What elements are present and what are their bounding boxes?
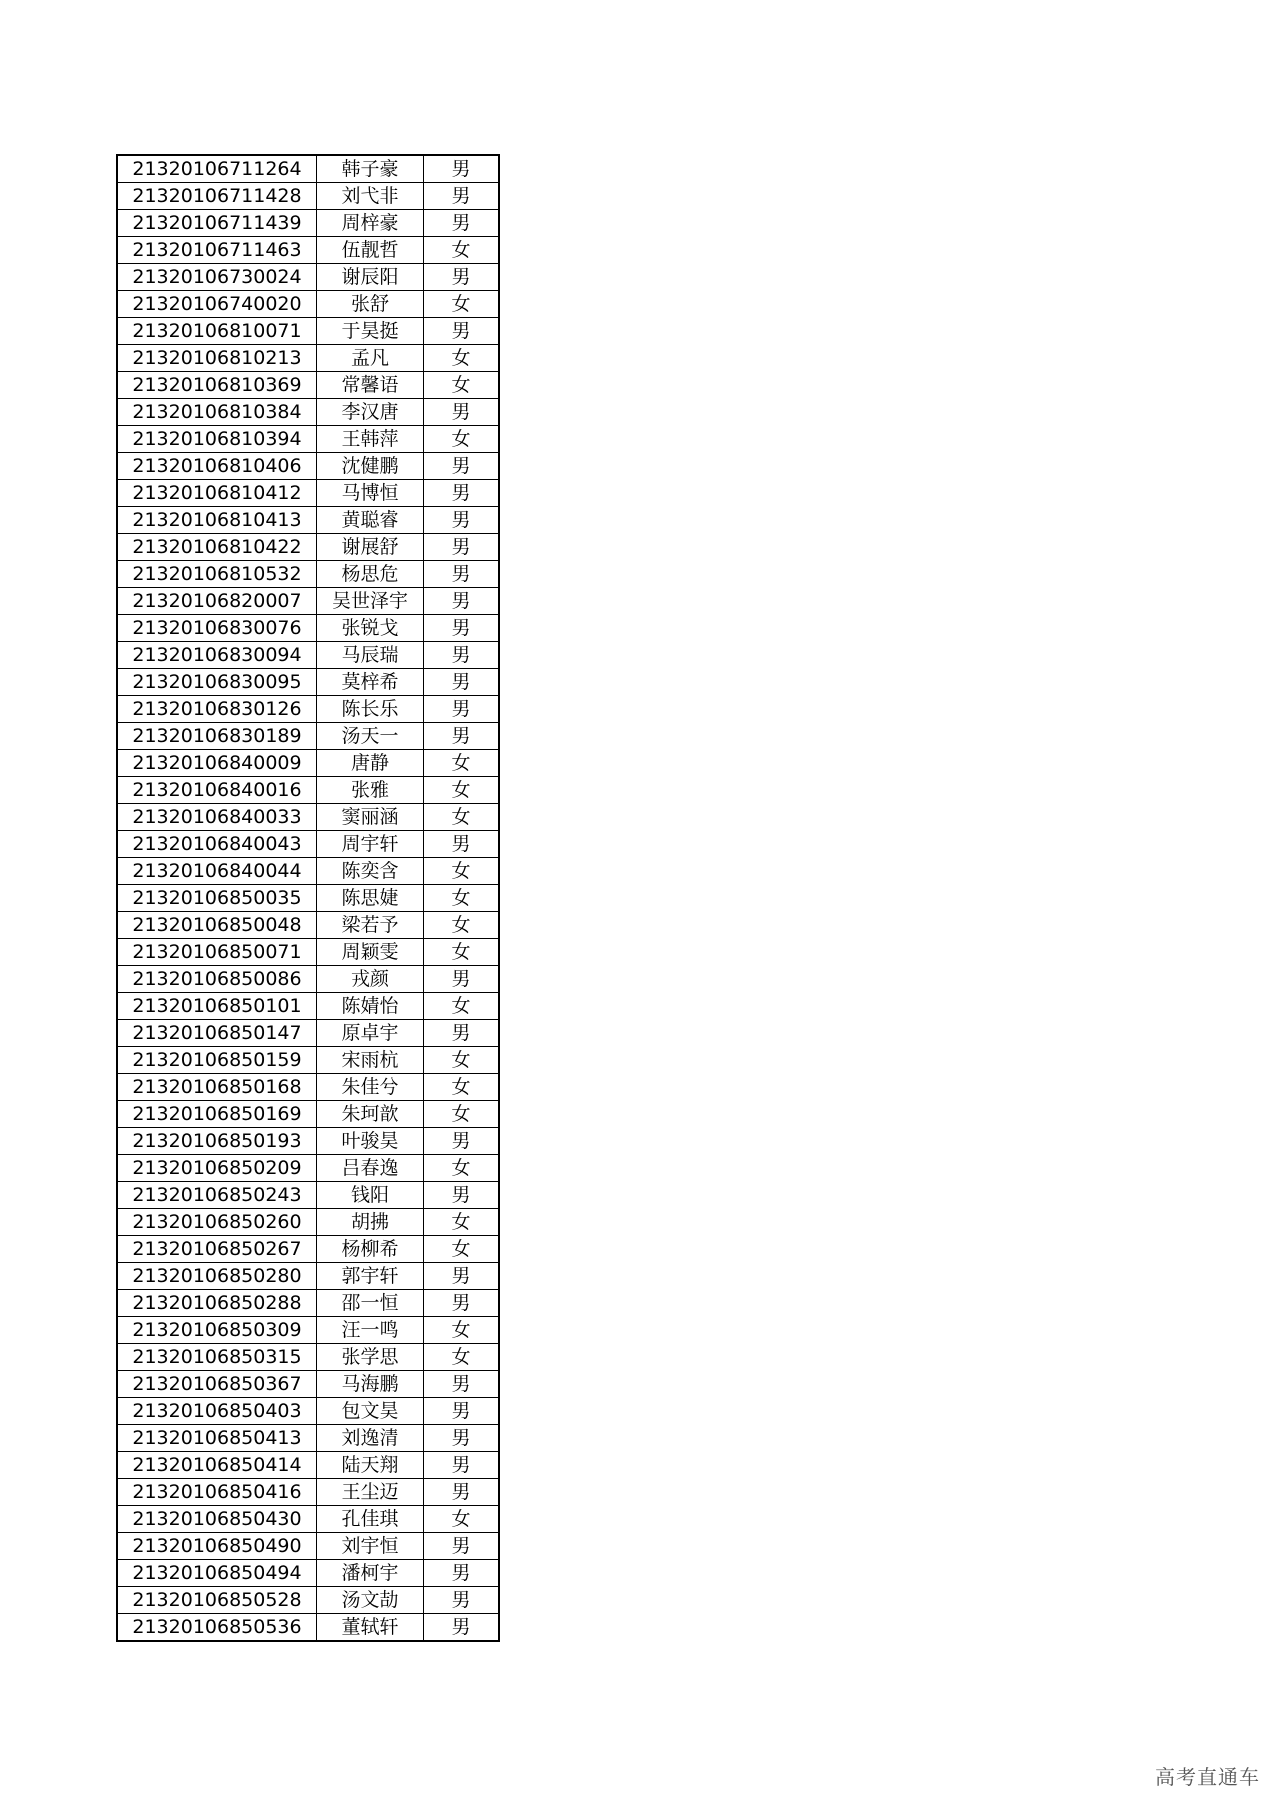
table-row [117,345,499,372]
student-name-cell: 韩子豪 [317,155,424,183]
table-row [117,1128,499,1155]
exam-number-cell: 21320106711428 [117,183,317,210]
student-name-cell: 杨柳希 [317,1236,424,1263]
student-name-cell: 马博恒 [317,480,424,507]
exam-number-cell: 21320106850147 [117,1020,317,1047]
table-row [117,480,499,507]
student-name-cell: 李汉唐 [317,399,424,426]
gender-cell: 男 [424,966,500,993]
exam-number-cell: 21320106850035 [117,885,317,912]
gender-cell: 女 [424,1317,500,1344]
gender-cell: 男 [424,1425,500,1452]
gender-cell: 女 [424,750,500,777]
table-row [117,1101,499,1128]
gender-cell: 女 [424,885,500,912]
student-name-cell: 梁若予 [317,912,424,939]
student-name-cell: 钱阳 [317,1182,424,1209]
table-row [117,210,499,237]
exam-number-cell: 21320106810213 [117,345,317,372]
gender-cell: 男 [424,1614,500,1642]
student-name-cell: 陈婧怡 [317,993,424,1020]
student-name-cell: 谢辰阳 [317,264,424,291]
exam-number-cell: 21320106730024 [117,264,317,291]
gender-cell: 男 [424,1020,500,1047]
exam-number-cell: 21320106740020 [117,291,317,318]
table-row [117,1020,499,1047]
table-row [117,723,499,750]
table-row [117,1398,499,1425]
student-name-cell: 孟凡 [317,345,424,372]
exam-number-cell: 21320106850528 [117,1587,317,1614]
exam-number-cell: 21320106850536 [117,1614,317,1642]
exam-number-cell: 21320106810422 [117,534,317,561]
table-row [117,183,499,210]
gender-cell: 男 [424,696,500,723]
table-row [117,1371,499,1398]
student-name-cell: 宋雨杭 [317,1047,424,1074]
table-row [117,1452,499,1479]
gender-cell: 男 [424,210,500,237]
table-row [117,750,499,777]
exam-number-cell: 21320106830126 [117,696,317,723]
table-row [117,588,499,615]
exam-number-cell: 21320106850413 [117,1425,317,1452]
gender-cell: 男 [424,588,500,615]
exam-number-cell: 21320106850494 [117,1560,317,1587]
table-row [117,507,499,534]
gender-cell: 女 [424,1074,500,1101]
gender-cell: 男 [424,1479,500,1506]
table-row [117,642,499,669]
table-row [117,696,499,723]
exam-number-cell: 21320106810406 [117,453,317,480]
exam-number-cell: 21320106810532 [117,561,317,588]
exam-number-cell: 21320106830094 [117,642,317,669]
table-row [117,966,499,993]
student-name-cell: 陈奕含 [317,858,424,885]
exam-number-cell: 21320106850367 [117,1371,317,1398]
student-name-cell: 原卓宇 [317,1020,424,1047]
student-name-cell: 陈长乐 [317,696,424,723]
table-row [117,1155,499,1182]
student-name-cell: 莫梓希 [317,669,424,696]
table-row [117,1479,499,1506]
student-list-table [116,154,500,1642]
exam-number-cell: 21320106850101 [117,993,317,1020]
gender-cell: 男 [424,1533,500,1560]
table-row [117,155,499,183]
table-row [117,426,499,453]
table-row [117,804,499,831]
gender-cell: 男 [424,1128,500,1155]
exam-number-cell: 21320106850414 [117,1452,317,1479]
exam-number-cell: 21320106830095 [117,669,317,696]
student-name-cell: 戎颜 [317,966,424,993]
student-name-cell: 吕春逸 [317,1155,424,1182]
student-name-cell: 周梓豪 [317,210,424,237]
student-name-cell: 潘柯宇 [317,1560,424,1587]
watermark-text: 高考直通车 [1155,1765,1260,1789]
gender-cell: 女 [424,291,500,318]
table-row [117,534,499,561]
gender-cell: 女 [424,858,500,885]
gender-cell: 男 [424,669,500,696]
gender-cell: 男 [424,723,500,750]
exam-number-cell: 21320106840016 [117,777,317,804]
exam-number-cell: 21320106850168 [117,1074,317,1101]
exam-number-cell: 21320106850086 [117,966,317,993]
exam-number-cell: 21320106850490 [117,1533,317,1560]
exam-number-cell: 21320106840043 [117,831,317,858]
exam-number-cell: 21320106850430 [117,1506,317,1533]
gender-cell: 男 [424,264,500,291]
table-row [117,1263,499,1290]
gender-cell: 男 [424,399,500,426]
gender-cell: 男 [424,155,500,183]
gender-cell: 男 [424,561,500,588]
exam-number-cell: 21320106850071 [117,939,317,966]
table-row [117,372,499,399]
gender-cell: 女 [424,1344,500,1371]
table-row [117,1425,499,1452]
table-row [117,561,499,588]
gender-cell: 男 [424,1290,500,1317]
table-row [117,399,499,426]
student-name-cell: 董轼轩 [317,1614,424,1642]
student-name-cell: 刘宇恒 [317,1533,424,1560]
student-name-cell: 陆天翔 [317,1452,424,1479]
exam-number-cell: 21320106840033 [117,804,317,831]
student-name-cell: 汤文劼 [317,1587,424,1614]
student-name-cell: 王尘迈 [317,1479,424,1506]
exam-number-cell: 21320106711264 [117,155,317,183]
table-row [117,1236,499,1263]
table-row [117,1074,499,1101]
student-name-cell: 张学思 [317,1344,424,1371]
gender-cell: 男 [424,1182,500,1209]
student-name-cell: 张雅 [317,777,424,804]
table-row [117,777,499,804]
table-row [117,453,499,480]
exam-number-cell: 21320106810384 [117,399,317,426]
exam-number-cell: 21320106850193 [117,1128,317,1155]
table-row [117,237,499,264]
student-name-cell: 刘逸清 [317,1425,424,1452]
exam-number-cell: 21320106840044 [117,858,317,885]
table-row [117,1290,499,1317]
exam-number-cell: 21320106850048 [117,912,317,939]
student-name-cell: 周颖雯 [317,939,424,966]
student-name-cell: 沈健鹏 [317,453,424,480]
gender-cell: 男 [424,642,500,669]
table-row [117,1317,499,1344]
exam-number-cell: 21320106840009 [117,750,317,777]
exam-number-cell: 21320106850315 [117,1344,317,1371]
student-name-cell: 马海鹏 [317,1371,424,1398]
student-name-cell: 王韩萍 [317,426,424,453]
gender-cell: 女 [424,426,500,453]
student-name-cell: 刘弋非 [317,183,424,210]
exam-number-cell: 21320106850403 [117,1398,317,1425]
gender-cell: 女 [424,939,500,966]
exam-number-cell: 21320106850159 [117,1047,317,1074]
gender-cell: 男 [424,183,500,210]
student-name-cell: 汤天一 [317,723,424,750]
student-list-body [117,155,499,1641]
student-name-cell: 张锐戈 [317,615,424,642]
student-name-cell: 窦丽涵 [317,804,424,831]
exam-number-cell: 21320106810071 [117,318,317,345]
gender-cell: 男 [424,507,500,534]
table-row [117,1560,499,1587]
student-name-cell: 张舒 [317,291,424,318]
student-name-cell: 杨思危 [317,561,424,588]
exam-number-cell: 21320106810413 [117,507,317,534]
gender-cell: 男 [424,1452,500,1479]
table-row [117,318,499,345]
table-row [117,993,499,1020]
gender-cell: 男 [424,1371,500,1398]
student-name-cell: 朱珂歆 [317,1101,424,1128]
exam-number-cell: 21320106850169 [117,1101,317,1128]
student-name-cell: 于昊挺 [317,318,424,345]
table-row [117,1344,499,1371]
gender-cell: 女 [424,1101,500,1128]
table-row [117,669,499,696]
exam-number-cell: 21320106820007 [117,588,317,615]
table-row [117,1587,499,1614]
gender-cell: 女 [424,345,500,372]
gender-cell: 女 [424,777,500,804]
gender-cell: 男 [424,318,500,345]
exam-number-cell: 21320106810412 [117,480,317,507]
table-row [117,939,499,966]
student-name-cell: 马辰瑞 [317,642,424,669]
gender-cell: 女 [424,237,500,264]
table-row [117,885,499,912]
gender-cell: 女 [424,1155,500,1182]
table-row [117,1182,499,1209]
student-name-cell: 吴世泽宇 [317,588,424,615]
student-name-cell: 叶骏昊 [317,1128,424,1155]
gender-cell: 女 [424,1209,500,1236]
student-name-cell: 陈思婕 [317,885,424,912]
table-row [117,912,499,939]
student-name-cell: 汪一鸣 [317,1317,424,1344]
table-row [117,291,499,318]
student-name-cell: 胡拂 [317,1209,424,1236]
student-name-cell: 谢展舒 [317,534,424,561]
gender-cell: 男 [424,1587,500,1614]
table-row [117,1533,499,1560]
table-row [117,1047,499,1074]
gender-cell: 女 [424,804,500,831]
gender-cell: 女 [424,372,500,399]
table-row [117,264,499,291]
table-row [117,1209,499,1236]
gender-cell: 男 [424,534,500,561]
exam-number-cell: 21320106850280 [117,1263,317,1290]
exam-number-cell: 21320106850309 [117,1317,317,1344]
gender-cell: 男 [424,480,500,507]
gender-cell: 男 [424,1263,500,1290]
gender-cell: 男 [424,453,500,480]
exam-number-cell: 21320106810369 [117,372,317,399]
exam-number-cell: 21320106850267 [117,1236,317,1263]
exam-number-cell: 21320106850260 [117,1209,317,1236]
gender-cell: 男 [424,1398,500,1425]
exam-number-cell: 21320106830076 [117,615,317,642]
table-row [117,615,499,642]
gender-cell: 男 [424,615,500,642]
gender-cell: 男 [424,831,500,858]
exam-number-cell: 21320106850288 [117,1290,317,1317]
exam-number-cell: 21320106711439 [117,210,317,237]
exam-number-cell: 21320106850416 [117,1479,317,1506]
student-name-cell: 伍靓哲 [317,237,424,264]
exam-number-cell: 21320106711463 [117,237,317,264]
student-name-cell: 孔佳琪 [317,1506,424,1533]
gender-cell: 女 [424,912,500,939]
student-name-cell: 朱佳兮 [317,1074,424,1101]
student-name-cell: 包文昊 [317,1398,424,1425]
student-name-cell: 郭宇轩 [317,1263,424,1290]
gender-cell: 女 [424,1047,500,1074]
gender-cell: 男 [424,1560,500,1587]
student-name-cell: 邵一恒 [317,1290,424,1317]
table-row [117,858,499,885]
gender-cell: 女 [424,1506,500,1533]
table-row [117,1614,499,1642]
gender-cell: 女 [424,1236,500,1263]
exam-number-cell: 21320106850243 [117,1182,317,1209]
exam-number-cell: 21320106830189 [117,723,317,750]
student-name-cell: 周宇轩 [317,831,424,858]
gender-cell: 女 [424,993,500,1020]
exam-number-cell: 21320106810394 [117,426,317,453]
exam-number-cell: 21320106850209 [117,1155,317,1182]
table-row [117,1506,499,1533]
table-row [117,831,499,858]
student-name-cell: 常馨语 [317,372,424,399]
student-name-cell: 黄聪睿 [317,507,424,534]
student-name-cell: 唐静 [317,750,424,777]
